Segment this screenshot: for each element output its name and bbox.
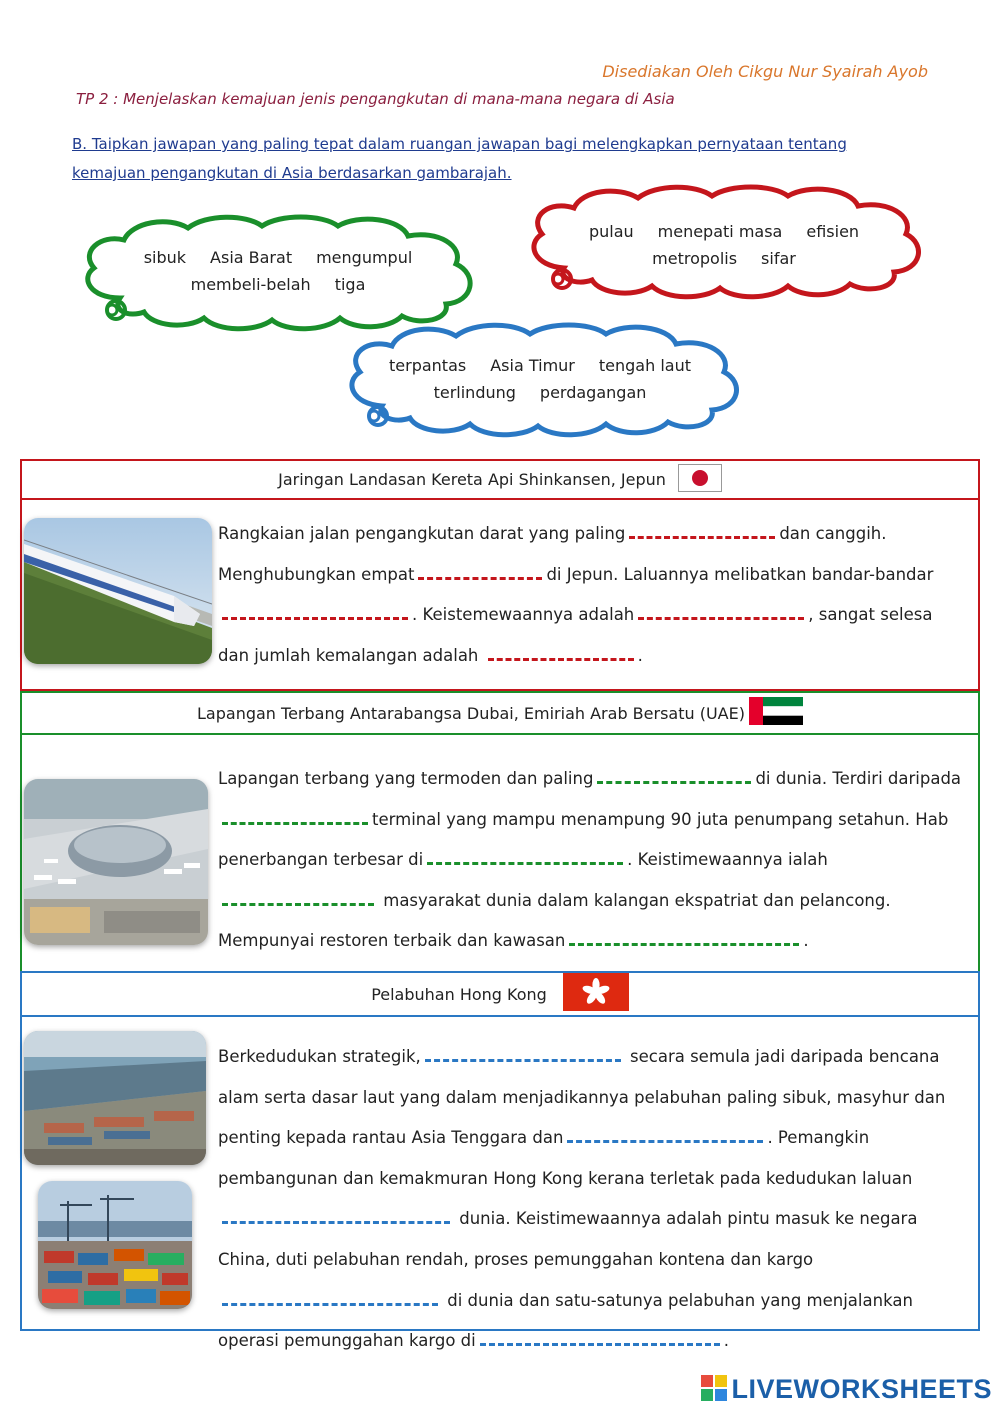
paragraph-dubai xyxy=(218,759,966,962)
hongkong-container-port-image xyxy=(38,1181,192,1309)
liveworksheets-badge-icon xyxy=(701,1375,727,1405)
text-segment: Rangkaian jalan pengangkutan darat yang paling xyxy=(218,524,626,543)
word-option: tengah laut xyxy=(598,356,691,375)
answer-blank[interactable] xyxy=(222,821,368,825)
section-header-hongkong xyxy=(20,971,980,1017)
text-segment: , sangat selesa dan jumlah kemalangan adalah xyxy=(218,605,933,665)
word-option: membeli-belah xyxy=(190,275,311,294)
text-segment: dan canggih. Menghubungkan empat xyxy=(218,524,887,584)
answer-blank[interactable] xyxy=(480,1342,720,1346)
cloud-blue-line1 xyxy=(336,352,744,379)
cloud-blue-line2 xyxy=(336,379,744,406)
text-segment: masyarakat dunia dalam kalangan ekspatriat dan pelancong. Mempunyai restoren terbaik dan kawasan xyxy=(218,890,891,951)
section-body-japan xyxy=(20,498,980,691)
japan-flag-icon xyxy=(678,464,722,496)
word-cloud-red xyxy=(520,182,928,302)
answer-blank[interactable] xyxy=(567,1139,763,1143)
section-header-japan xyxy=(20,459,980,500)
word-option: Asia Barat xyxy=(210,248,293,267)
text-segment: di dunia dan satu-satunya pelabuhan yang menjalankan operasi pemunggahan kargo di xyxy=(218,1290,913,1351)
section-title-hongkong: Pelabuhan Hong Kong xyxy=(371,984,547,1004)
logo-text: LIVEWORKSHEETS xyxy=(731,1374,992,1404)
answer-blank[interactable] xyxy=(222,1302,438,1306)
learning-objective: TP 2 : Menjelaskan kemajuan jenis pengangkutan di mana-mana negara di Asia xyxy=(76,90,675,108)
word-option: mengumpul xyxy=(316,248,413,267)
text-segment: Berkedudukan strategik, xyxy=(218,1047,421,1066)
section-title-dubai: Lapangan Terbang Antarabangsa Dubai, Emiriah Arab Bersatu (UAE) xyxy=(197,703,745,723)
paragraph-hongkong xyxy=(218,1037,966,1362)
word-option: menepati masa xyxy=(657,222,783,241)
word-cloud-blue xyxy=(336,318,744,442)
answer-blank[interactable] xyxy=(427,861,623,865)
cloud-red-line1 xyxy=(520,218,928,245)
answer-blank[interactable] xyxy=(569,942,799,946)
text-segment: . Pemangkin pembangunan dan kemakmuran Hong Kong kerana terletak pada kedudukan laluan xyxy=(218,1128,913,1188)
shinkansen-train-image xyxy=(24,518,212,664)
section-body-dubai xyxy=(20,733,980,973)
word-option: efisien xyxy=(806,222,860,241)
answer-blank[interactable] xyxy=(629,535,775,539)
text-segment: . Keistimewaannya ialah xyxy=(627,850,828,870)
liveworksheets-logo xyxy=(701,1374,992,1405)
cloud-green-line1 xyxy=(72,244,484,271)
word-option: sibuk xyxy=(143,248,187,267)
answer-blank[interactable] xyxy=(597,780,751,784)
text-segment: dunia. Keistimewaannya adalah pintu masuk ke negara China, duti pelabuhan rendah, proses pemunggahan kontena dan kargo xyxy=(218,1209,918,1269)
text-segment: . xyxy=(637,645,643,665)
text-segment: terminal yang mampu menampung 90 juta penumpang setahun. Hab penerbangan terbesar di xyxy=(218,809,949,870)
answer-blank[interactable] xyxy=(222,1220,450,1224)
answer-blank[interactable] xyxy=(488,657,634,661)
word-option: Asia Timur xyxy=(490,356,575,375)
word-cloud-green xyxy=(72,210,484,335)
text-segment: . xyxy=(803,931,809,951)
hongkong-port-aerial-image xyxy=(24,1031,206,1165)
cloud-red-line2 xyxy=(520,245,928,272)
text-segment: Lapangan terbang yang termoden dan paling xyxy=(218,769,594,788)
text-segment: secara semula jadi daripada bencana alam serta dasar laut yang dalam menjadikannya pelabuhan paling sibuk, masyhur dan penting kepada rantau Asia Tenggara dan xyxy=(218,1047,946,1148)
cloud-green-line2 xyxy=(72,271,484,298)
text-segment: di dunia. Terdiri daripada xyxy=(755,769,962,788)
answer-blank[interactable] xyxy=(222,616,408,620)
hongkong-flag-icon xyxy=(563,973,629,1015)
text-segment: . Keistemewaannya adalah xyxy=(412,605,635,625)
text-segment: di Jepun. Laluannya melibatkan bandar-bandar xyxy=(546,564,934,584)
text-segment: . xyxy=(723,1331,729,1351)
answer-blank[interactable] xyxy=(222,902,374,906)
dubai-airport-image xyxy=(24,779,208,945)
word-option: terpantas xyxy=(389,356,467,375)
word-option: metropolis xyxy=(652,249,738,268)
word-option: pulau xyxy=(588,222,634,241)
section-header-dubai xyxy=(20,691,980,735)
instruction: B. Taipkan jawapan yang paling tepat dalam ruangan jawapan bagi melengkapkan pernyataan tentang kemajuan pengangkutan di Asia berdasarkan gambarajah. xyxy=(72,135,847,182)
section-body-hongkong xyxy=(20,1015,980,1351)
word-option: tiga xyxy=(334,275,366,294)
word-option: terlindung xyxy=(433,383,516,402)
answer-blank[interactable] xyxy=(418,576,542,580)
word-option: sifar xyxy=(761,249,796,268)
answer-blank[interactable] xyxy=(638,616,804,620)
answer-blank[interactable] xyxy=(425,1058,621,1062)
paragraph-japan xyxy=(218,514,966,676)
section-title-japan: Jaringan Landasan Kereta Api Shinkansen, Jepun xyxy=(278,470,666,489)
uae-flag-icon xyxy=(749,697,803,729)
author-credit: Disediakan Oleh Cikgu Nur Syairah Ayob xyxy=(602,62,928,81)
word-option: perdagangan xyxy=(539,383,647,402)
